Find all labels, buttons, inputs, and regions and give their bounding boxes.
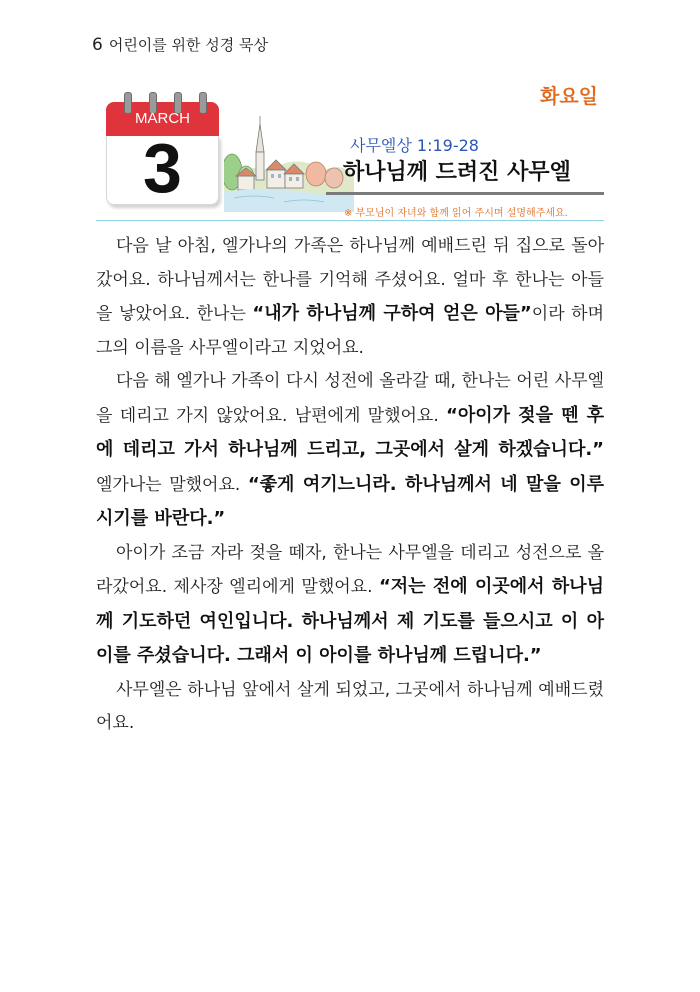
quote: “좋게 여기느니라. 하나님께서 네 말을 이루시기를 바란다.” xyxy=(96,473,604,529)
scripture-reference: 사무엘상 1:19-28 xyxy=(350,136,479,155)
page-title: 하나님께 드려진 사무엘 xyxy=(343,160,571,185)
quote: “내가 하나님께 구하여 얻은 아들” xyxy=(252,303,532,324)
header-divider xyxy=(96,220,604,221)
paragraph-text: 아이가 조금 자라 젖을 떼자, 한나는 사무엘을 데리고 성전으로 올라갔어요. 제사장 엘리에게 말했어요. xyxy=(96,542,604,597)
day-of-week: 화요일 xyxy=(540,84,598,108)
paragraph-text: 다음 해 엘가나 가족이 다시 성전에 올라갈 때, 한나는 어린 사무엘을 데리고 가지 않았어요. 남편에게 말했어요. xyxy=(96,371,604,426)
paragraph-text: 다음 날 아침, 엘가나의 가족은 하나님께 예배드린 뒤 집으로 돌아갔어요. 하나님께서는 한나를 기억해 주셨어요. 얼마 후 한나는 아들을 낳았어요. 한나는 xyxy=(96,236,604,324)
paragraph-text: 엘가나는 말했어요. xyxy=(96,474,248,495)
running-head xyxy=(92,34,268,55)
church-village-illustration xyxy=(224,112,354,212)
title-underline xyxy=(326,192,604,195)
calendar-month: MARCH xyxy=(135,110,190,127)
story-body xyxy=(96,230,604,741)
book-title: 어린이를 위한 성경 묵상 xyxy=(108,36,269,54)
paragraph-2 xyxy=(96,365,604,537)
page-number: 6 xyxy=(92,35,103,55)
parent-note: ※ 부모님이 자녀와 함께 읽어 주시며 설명해주세요. xyxy=(344,208,568,219)
paragraph-1 xyxy=(96,230,604,365)
paragraph-text: 사무엘은 하나님 앞에서 살게 되었고, 그곳에서 하나님께 예배드렸어요. xyxy=(96,679,604,733)
paragraph-text: 이라 하며 그의 이름을 사무엘이라고 지었어요. xyxy=(96,304,604,358)
calendar-icon xyxy=(106,96,219,206)
quote: “아이가 젖을 뗀 후에 데리고 가서 하나님께 드리고, 그곳에서 살게 하겠습니다.” xyxy=(96,404,604,460)
calendar-day: 3 xyxy=(143,129,182,207)
quote: “저는 전에 이곳에서 하나님께 기도하던 여인입니다. 하나님께서 제 기도를 들으시고 이 아이를 주셨습니다. 그래서 이 아이를 하나님께 드립니다.” xyxy=(96,576,604,666)
paragraph-3 xyxy=(96,537,604,674)
paragraph-4 xyxy=(96,674,604,741)
